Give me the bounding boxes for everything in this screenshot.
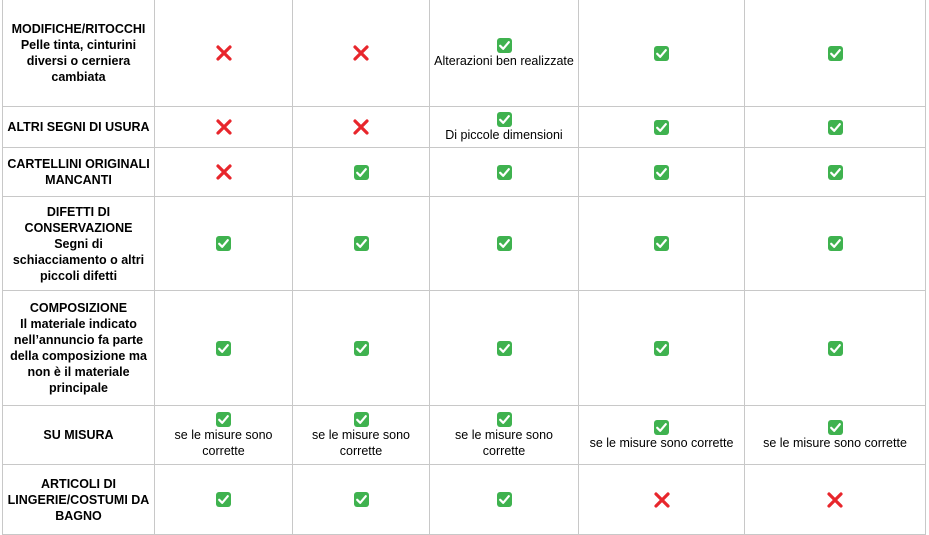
row-title: CARTELLINI ORIGINALI MANCANTI <box>7 157 150 187</box>
row-title: ALTRI SEGNI DI USURA <box>7 120 150 134</box>
row-header <box>3 291 155 406</box>
check-mark-icon <box>654 46 669 61</box>
cross-mark-icon <box>826 491 844 509</box>
check-mark-icon <box>497 38 512 53</box>
row-header <box>3 148 155 197</box>
table-cell <box>293 107 430 148</box>
table-cell <box>579 107 745 148</box>
table-cell <box>293 197 430 291</box>
check-mark-icon <box>654 420 669 435</box>
table-cell <box>155 107 293 148</box>
table-cell <box>430 291 579 406</box>
table-cell <box>579 148 745 197</box>
row-title: DIFETTI DI CONSERVAZIONE <box>24 204 133 235</box>
table-cell <box>430 0 579 107</box>
cell-note: Di piccole dimensioni <box>445 127 563 142</box>
table-row <box>3 465 926 535</box>
row-subtitle: Segni di schiacciamento o altri piccoli difetti <box>12 236 145 283</box>
cell-note: se le misure sono corrette <box>312 427 410 458</box>
table-row <box>3 148 926 197</box>
check-mark-icon <box>354 165 369 180</box>
table-cell <box>430 107 579 148</box>
table-cell <box>745 107 926 148</box>
table-cell <box>579 406 745 465</box>
table-cell <box>579 197 745 291</box>
cell-note: se le misure sono corrette <box>763 435 907 450</box>
cell-note: Alterazioni ben realizzate <box>434 53 574 68</box>
check-mark-icon <box>497 412 512 427</box>
row-header <box>3 107 155 148</box>
table-cell <box>745 465 926 535</box>
table-cell <box>155 465 293 535</box>
table-cell <box>745 197 926 291</box>
check-mark-icon <box>354 341 369 356</box>
table-cell <box>430 465 579 535</box>
cell-note: se le misure sono corrette <box>174 427 273 458</box>
table-cell <box>155 197 293 291</box>
cell-note: se le misure sono corrette <box>455 427 553 458</box>
table-cell <box>745 291 926 406</box>
table-cell <box>155 291 293 406</box>
cross-mark-icon <box>215 163 233 181</box>
check-mark-icon <box>216 412 231 427</box>
row-header <box>3 465 155 535</box>
row-title: ARTICOLI DI LINGERIE/COSTUMI DA BAGNO <box>7 476 150 523</box>
check-mark-icon <box>828 46 843 61</box>
table-row <box>3 197 926 291</box>
check-mark-icon <box>216 236 231 251</box>
cross-mark-icon <box>352 118 370 136</box>
check-mark-icon <box>654 341 669 356</box>
row-title: MODIFICHE/RITOCCHI <box>11 22 146 36</box>
table-row <box>3 406 926 465</box>
check-mark-icon <box>354 492 369 507</box>
table-cell <box>293 406 430 465</box>
table-row <box>3 291 926 406</box>
table-cell <box>293 148 430 197</box>
check-mark-icon <box>654 120 669 135</box>
check-mark-icon <box>497 341 512 356</box>
comparison-table <box>2 0 926 535</box>
check-mark-icon <box>216 492 231 507</box>
table-cell <box>579 465 745 535</box>
row-title: SU MISURA <box>43 428 114 442</box>
check-mark-icon <box>654 165 669 180</box>
row-subtitle: Il materiale indicato nell’annuncio fa parte della composizione ma non è il materiale principale <box>10 317 147 395</box>
check-mark-icon <box>216 341 231 356</box>
table-cell <box>155 0 293 107</box>
table-cell <box>293 465 430 535</box>
table-cell <box>155 406 293 465</box>
table-cell <box>745 148 926 197</box>
cross-mark-icon <box>215 44 233 62</box>
check-mark-icon <box>497 236 512 251</box>
check-mark-icon <box>828 120 843 135</box>
row-header <box>3 0 155 107</box>
check-mark-icon <box>354 236 369 251</box>
check-mark-icon <box>828 236 843 251</box>
row-subtitle: Pelle tinta, cinturini diversi o cerniera cambiata <box>20 38 137 84</box>
check-mark-icon <box>828 341 843 356</box>
check-mark-icon <box>497 112 512 127</box>
table-cell <box>293 0 430 107</box>
table-cell <box>430 197 579 291</box>
table-cell <box>430 148 579 197</box>
table-cell <box>579 0 745 107</box>
table-row <box>3 107 926 148</box>
table-cell <box>430 406 579 465</box>
check-mark-icon <box>497 165 512 180</box>
row-header <box>3 406 155 465</box>
cell-note: se le misure sono corrette <box>589 435 734 450</box>
table-cell <box>293 291 430 406</box>
row-header <box>3 197 155 291</box>
table-row <box>3 0 926 107</box>
cross-mark-icon <box>653 491 671 509</box>
check-mark-icon <box>354 412 369 427</box>
row-title: COMPOSIZIONE <box>29 301 128 315</box>
table-cell <box>155 148 293 197</box>
check-mark-icon <box>654 236 669 251</box>
check-mark-icon <box>828 420 843 435</box>
check-mark-icon <box>828 165 843 180</box>
cross-mark-icon <box>215 118 233 136</box>
check-mark-icon <box>497 492 512 507</box>
table-cell <box>745 406 926 465</box>
table-cell <box>745 0 926 107</box>
cross-mark-icon <box>352 44 370 62</box>
table-cell <box>579 291 745 406</box>
